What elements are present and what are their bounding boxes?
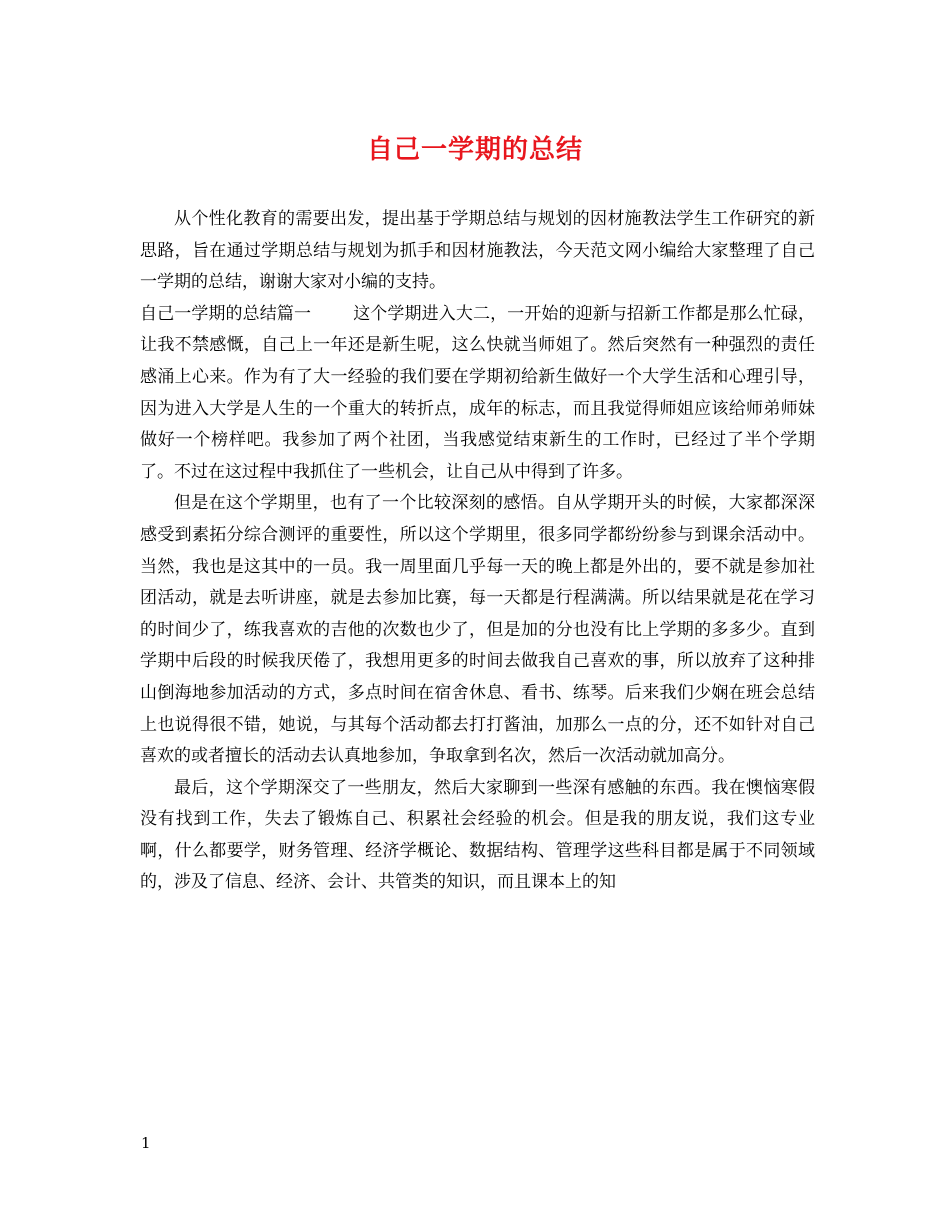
body-paragraph-3: 最后，这个学期深交了一些朋友，然后大家聊到一些深有感触的东西。我在懊恼寒假没有找到工作，失去了锻炼自己、积累社会经验的机会。但是我的朋友说，我们这专业啊，什么都要学，财务管理、经济学概论、数据结构、管理学这些科目都是属于不同领域的，涉及了信息、经济、会计、共管类的知识，而且课本上的知	[140, 777, 815, 893]
intro-paragraph: 从个性化教育的需要出发，提出基于学期总结与规划的因材施教法学生工作研究的新思路，旨在通过学期总结与规划为抓手和因材施教法，今天范文网小编给大家整理了自己一学期的总结，谢谢大家对小编的支持。	[140, 209, 815, 293]
document-title: 自己一学期的总结	[366, 135, 583, 165]
body-paragraph-2: 但是在这个学期里，也有了一个比较深刻的感悟。自从学期开头的时候，大家都深深感受到素拓分综合测评的重要性，所以这个学期里，很多同学都纷纷参与到课余活动中。当然，我也是这其中的一员。我一周里面几乎每一天的晚上都是外出的，要不就是参加社团活动，就是去听讲座，就是去参加比赛，每一天都是行程满满。所以结果就是花在学习的时间少了，练我喜欢的吉他的次数也少了，但是加的分也没有比上学期的多多少。直到学期中后段的时候我厌倦了，我想用更多的时间去做我自己喜欢的事，所以放弃了这种排山倒海地参加活动的方式，多点时间在宿舍休息、看书、练琴。后来我们少娴在班会总结上也说得很不错，她说，与其每个活动都去打打酱油，加那么一点的分，还不如针对自己喜欢的或者擅长的活动去认真地参加，争取拿到名次，然后一次活动就加高分。	[140, 493, 815, 767]
section-one-text: 这个学期进入大二，一开始的迎新与招新工作都是那么忙碌，让我不禁感慨，自己上一年还是新生呢，这么快就当师姐了。然后突然有一种强烈的责任感涌上心来。作为有了大一经验的我们要在学期初给新生做好一个大学生活和心理引导，因为进入大学是人生的一个重大的转折点，成年的标志，而且我觉得师姐应该给师弟师妹做好一个榜样吧。我参加了两个社团，当我感觉结束新生的工作时，已经过了半个学期了。不过在这过程中我抓住了一些机会，让自己从中得到了许多。	[140, 303, 816, 482]
section-heading: 自己一学期的总结篇一	[140, 303, 312, 324]
document-body	[140, 204, 815, 899]
page-number: 1	[141, 1134, 151, 1152]
section-one-paragraph	[140, 299, 815, 489]
